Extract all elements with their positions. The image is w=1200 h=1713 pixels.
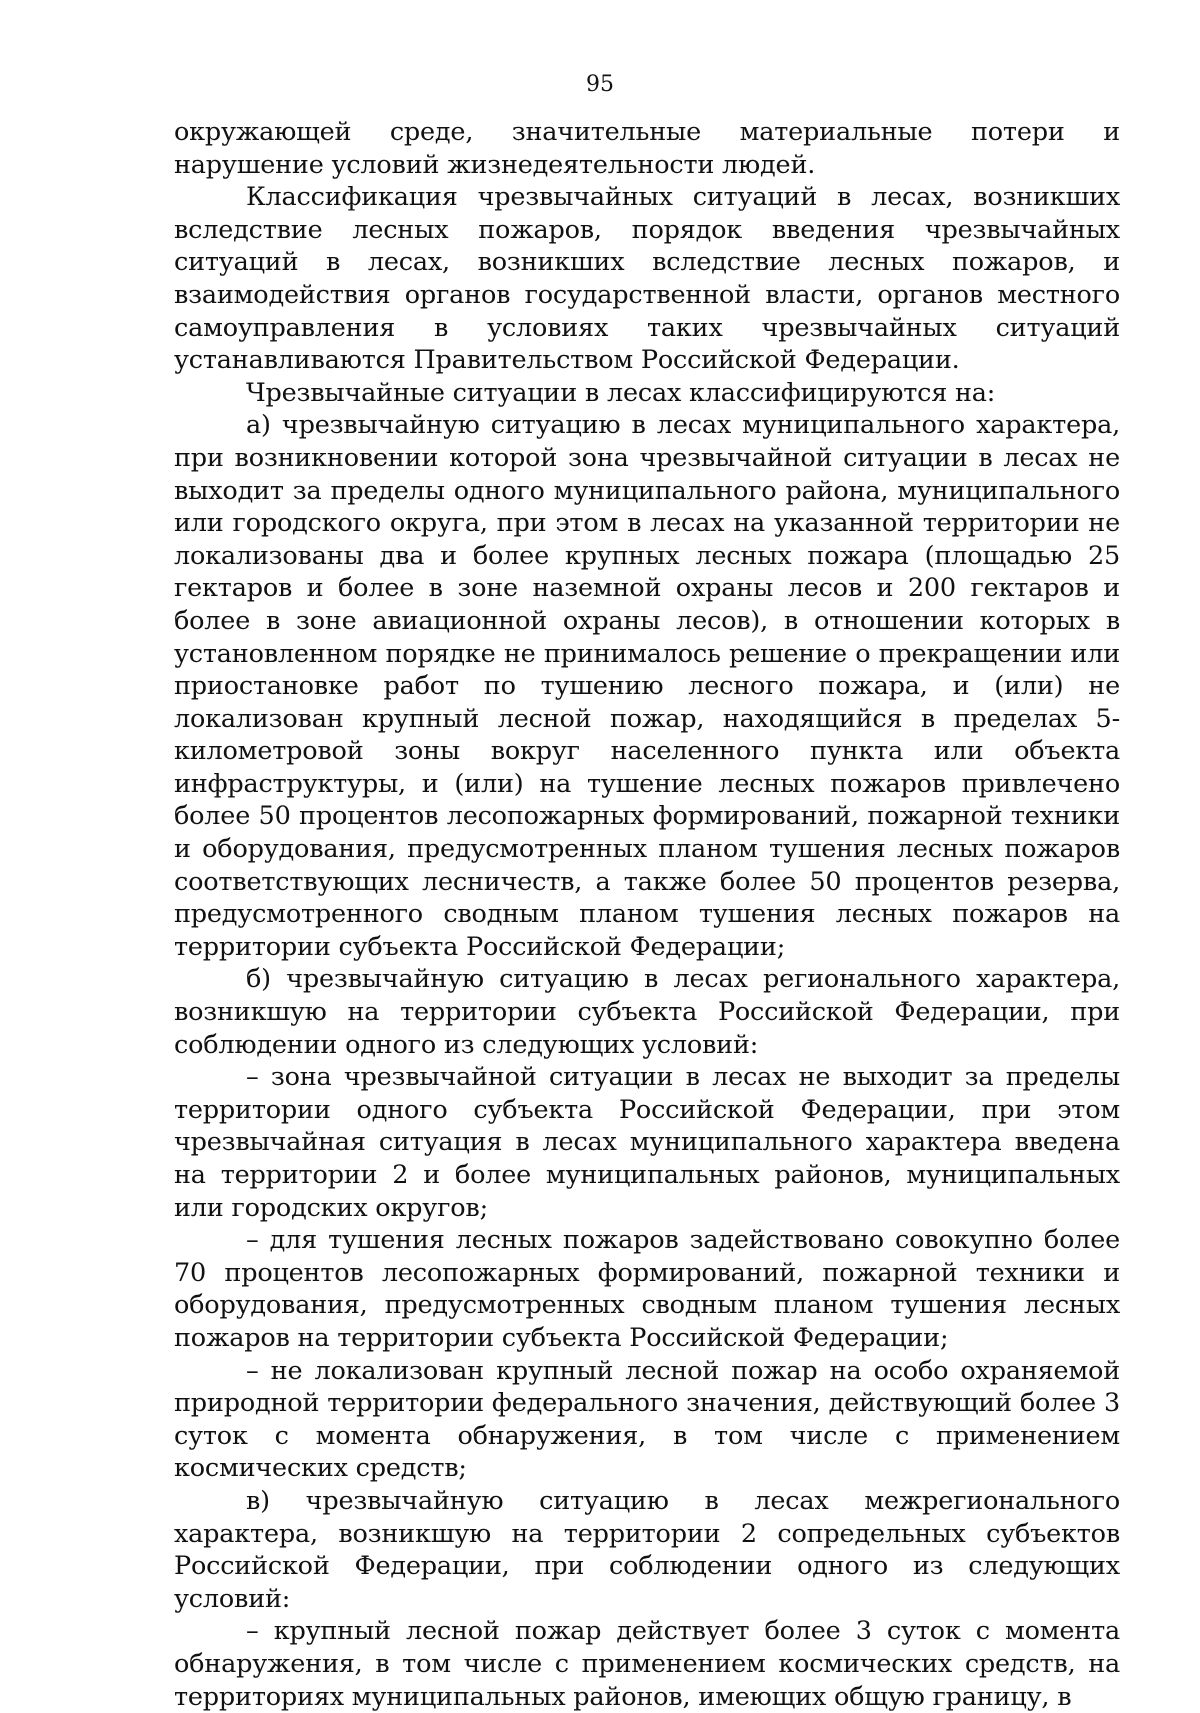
- dash-item-paragraph: – для тушения лесных пожаров задействовано совокупно более 70 процентов лесопожарных формирований, пожарной техники и оборудования, предусмотренных сводным планом тушения лесных пожаров на территории субъекта Российской Федерации;: [174, 1225, 1120, 1353]
- document-body: [174, 116, 1120, 1713]
- paragraph: Чрезвычайные ситуации в лесах классифицируются на:: [246, 377, 996, 408]
- dash-item-paragraph: – не локализован крупный лесной пожар на особо охраняемой природной территории федерального значения, действующий более 3 суток с момента обнаружения, в том числе с применением космических средств;: [174, 1355, 1120, 1484]
- page-number: 95: [586, 72, 614, 97]
- list-item-paragraph: б) чрезвычайную ситуацию в лесах регионального характера, возникшую на территории субъекта Российской Федерации, при соблюдении одного из следующих условий:: [174, 964, 1120, 1060]
- paragraph: Классификация чрезвычайных ситуаций в лесах, возникших вследствие лесных пожаров, порядок введения чрезвычайных ситуаций в лесах, возникших вследствие лесных пожаров, и взаимодействия органов государственной власти, органов местного самоуправления в условиях таких чрезвычайных ситуаций устанавливаются Правительством Российской Федерации.: [174, 182, 1120, 376]
- dash-item-paragraph: – зона чрезвычайной ситуации в лесах не выходит за пределы территории одного субъекта Российской Федерации, при этом чрезвычайная ситуация в лесах муниципального характера введена на территории 2 и более муниципальных районов, муниципальных или городских округов;: [174, 1062, 1120, 1223]
- list-item-paragraph: а) чрезвычайную ситуацию в лесах муниципального характера, при возникновении которой зона чрезвычайной ситуации в лесах не выходит за пределы одного муниципального района, муниципального или городского округа, при этом в лесах на указанной территории не локализованы два и более крупных лесных пожара (площадью 25 гектаров и более в зоне наземной охраны лесов и 200 гектаров и более в зоне авиационной охраны лесов), в отношении которых в установленном порядке не принималось решение о прекращении или приостановке работ по тушению лесного пожара, и (или) не локализован крупный лесной пожар, находящийся в пределах 5-километровой зоны вокруг населенного пункта или объекта инфраструктуры, и (или) на тушение лесных пожаров привлечено более 50 процентов лесопожарных формирований, пожарной техники и оборудования, предусмотренных планом тушения лесных пожаров соответствующих лесничеств, а также более 50 процентов резерва, предусмотренного сводным планом тушения лесных пожаров на территории субъекта Российской Федерации;: [174, 410, 1120, 962]
- paragraph: окружающей среде, значительные материальные потери и нарушение условий жизнедеятельности людей.: [174, 117, 1120, 180]
- list-item-paragraph: в) чрезвычайную ситуацию в лесах межрегионального характера, возникшую на территории 2 сопредельных субъектов Российской Федерации, при соблюдении одного из следующих условий:: [174, 1485, 1120, 1614]
- dash-item-paragraph: – крупный лесной пожар действует более 3 суток с момента обнаружения, в том числе с применением космических средств, на территориях муниципальных районов, имеющих общую границу, в: [174, 1616, 1120, 1712]
